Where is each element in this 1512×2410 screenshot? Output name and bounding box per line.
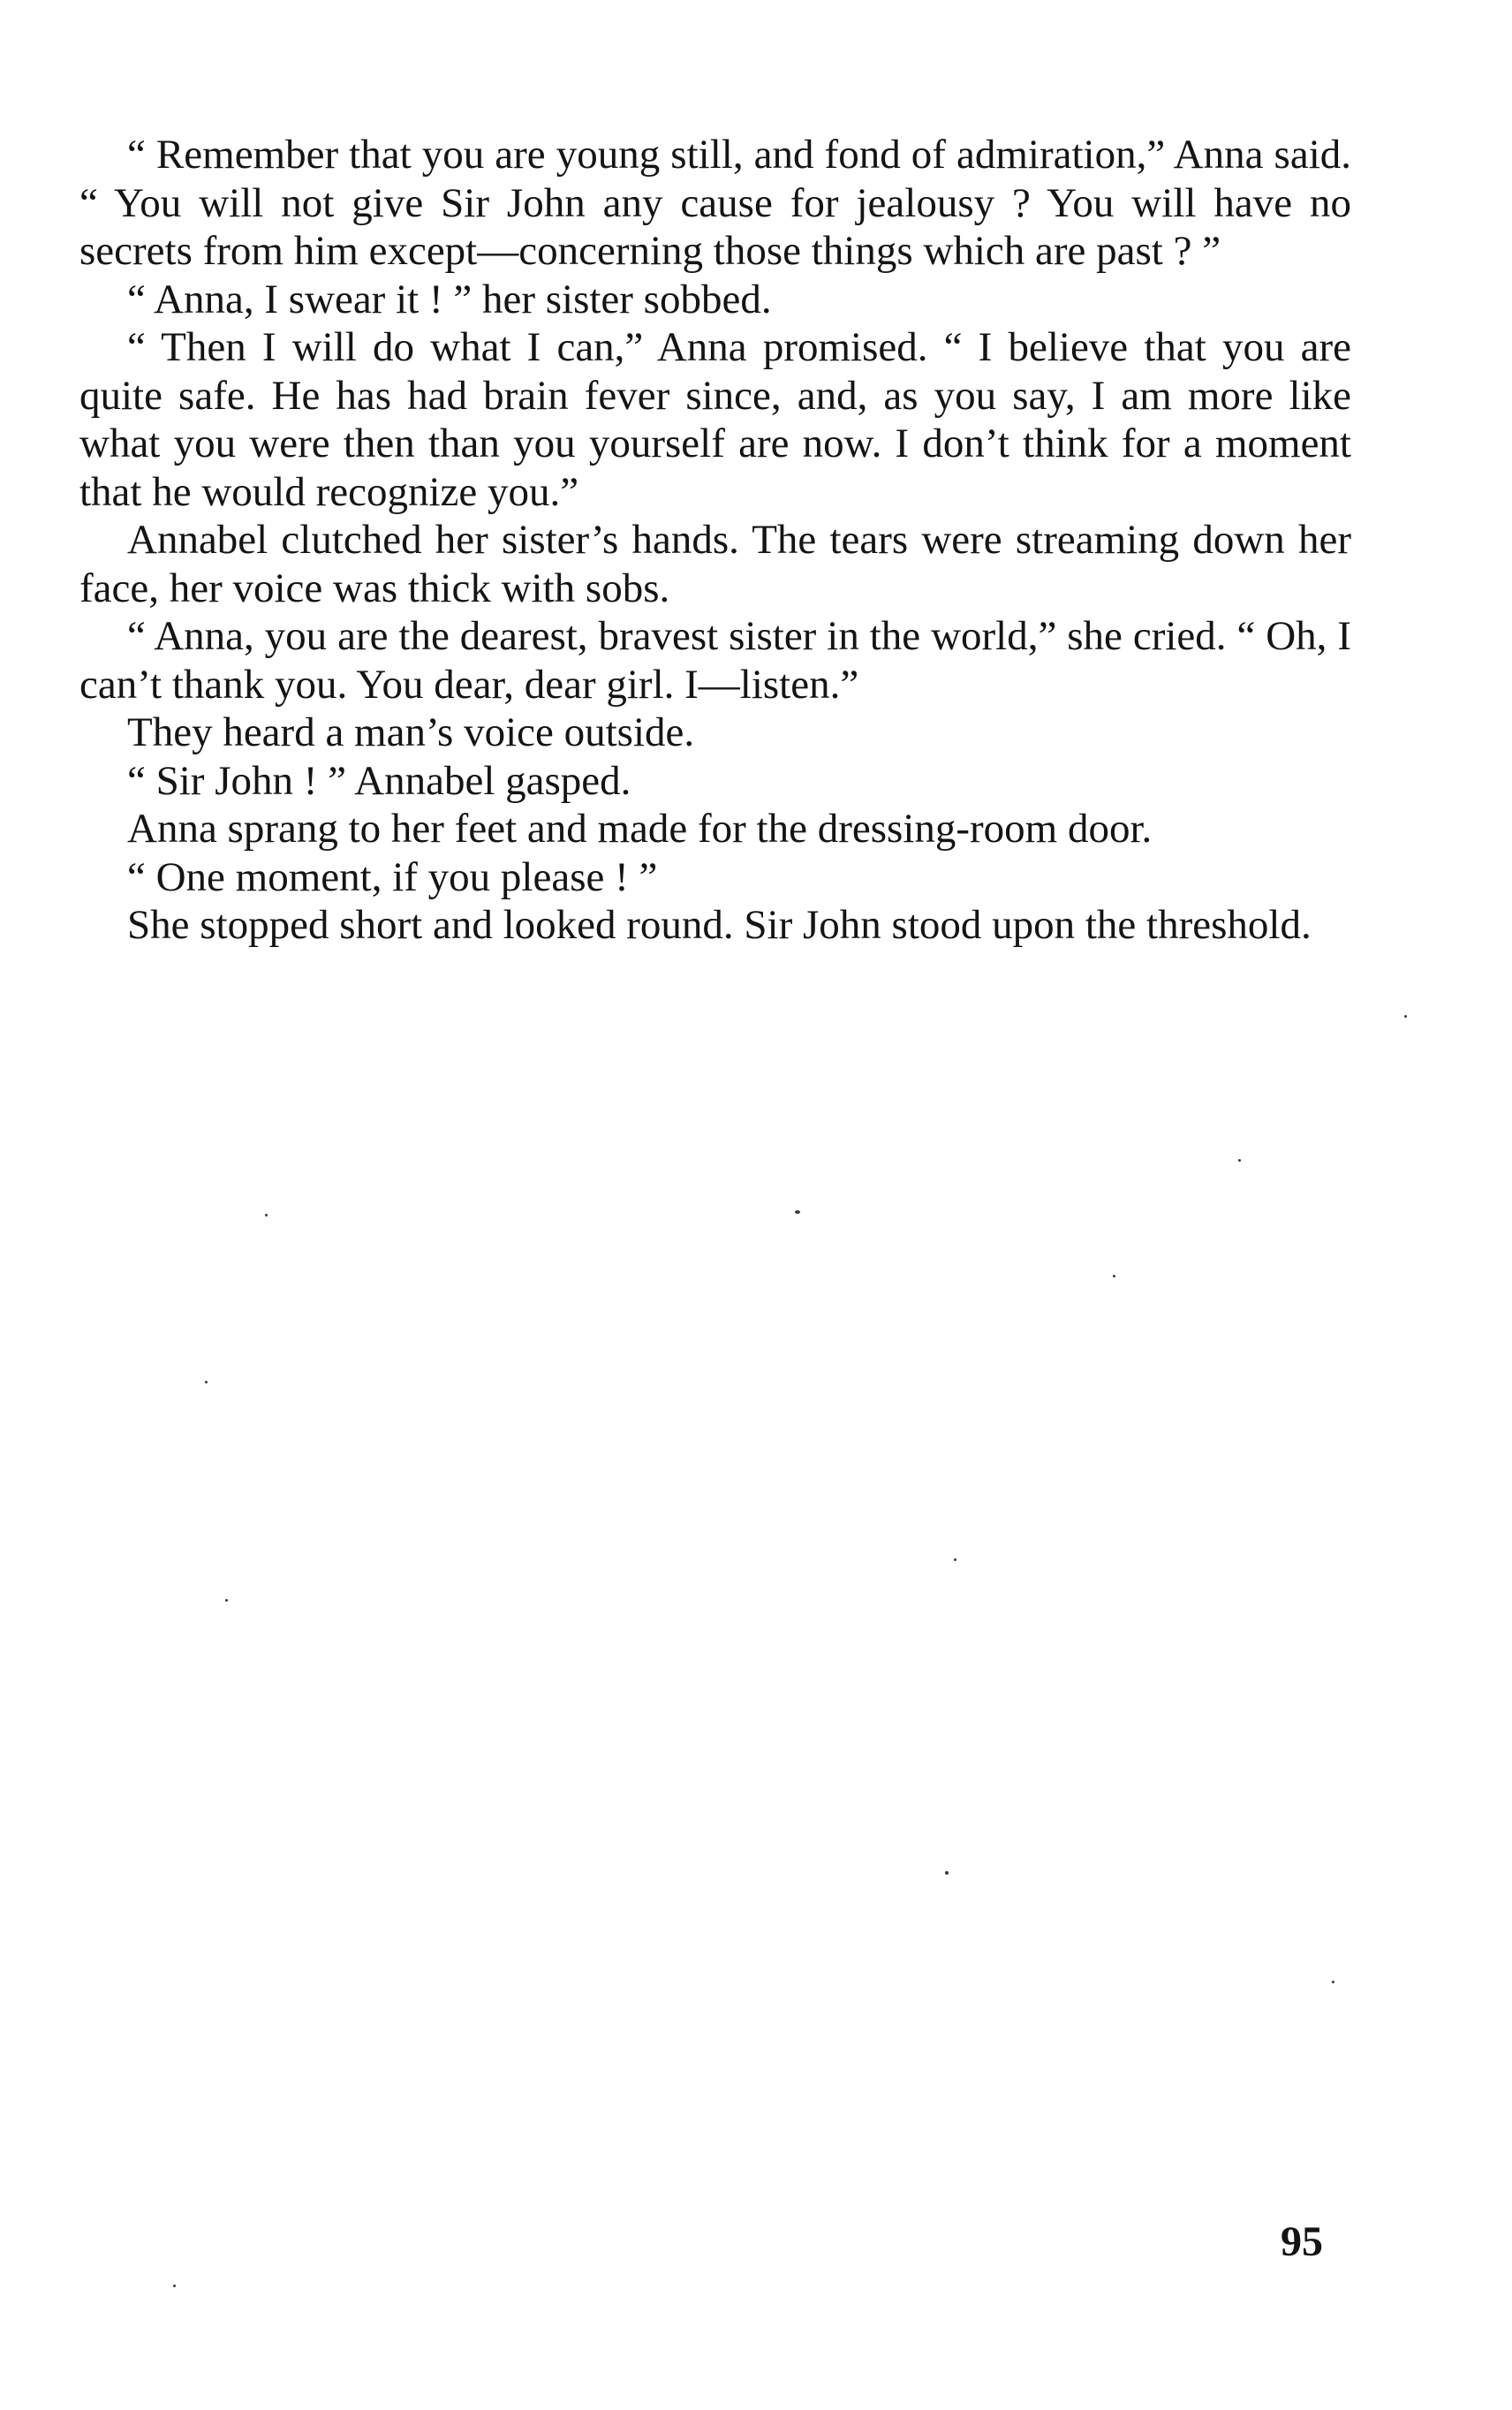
scan-speck (1238, 1159, 1241, 1162)
page-number: 95 (1281, 2218, 1323, 2265)
scan-speck (945, 1871, 949, 1875)
paragraph-7: “ Sir John ! ” Annabel gasped. (127, 757, 631, 804)
scan-speck (1404, 1015, 1407, 1018)
scan-speck (225, 1599, 228, 1602)
scan-speck (1332, 1981, 1334, 1983)
scan-speck (265, 1214, 268, 1216)
scan-speck (954, 1558, 956, 1561)
paragraph-5: “ Anna, you are the dearest, bravest sister in the world,” she cried. “ Oh, I can’t thank you. You dear, dear girl. I—listen.” (79, 613, 1351, 708)
paragraph-1: “ Remember that you are young still, and fond of admiration,” Anna said. “ You will not give Sir John any cause for jealousy ? You will have no secrets from him except—concerning those things which are past ? ” (79, 132, 1351, 274)
paragraph-4: Annabel clutched her sister’s hands. The tears were streaming down her face, her voice was thick with sobs. (79, 517, 1351, 611)
scan-speck (205, 1381, 208, 1383)
body-text (79, 131, 1351, 950)
paragraph-6: They heard a man’s voice outside. (127, 709, 695, 755)
scan-speck (1113, 1275, 1115, 1277)
paragraph-10: She stopped short and looked round. Sir John stood upon the threshold. (127, 902, 1312, 948)
scan-speck (795, 1210, 800, 1214)
paragraph-3: “ Then I will do what I can,” Anna promised. “ I believe that you are quite safe. He has had brain fever since, and, as you say, I am more like what you were then than you yourself are now. I don’t think for a moment that he would recognize you.” (79, 324, 1351, 515)
paragraph-2: “ Anna, I swear it ! ” her sister sobbed. (127, 276, 772, 322)
scan-speck (173, 2285, 176, 2287)
paragraph-8: Anna sprang to her feet and made for the dressing-room door. (127, 806, 1153, 852)
paragraph-9: “ One moment, if you please ! ” (127, 853, 658, 900)
